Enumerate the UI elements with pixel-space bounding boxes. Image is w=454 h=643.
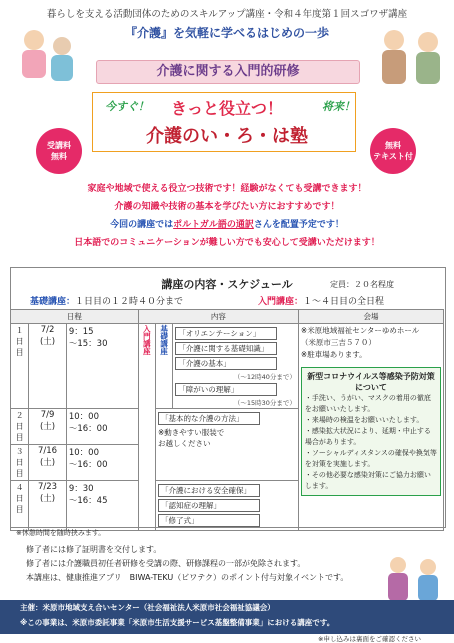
intro-tag: 入門講座 xyxy=(142,325,152,355)
basic-tag-cell xyxy=(156,324,173,409)
content-item: 「認知症の理解」 xyxy=(158,499,260,512)
venue-address: （米原市三吉５７０） xyxy=(300,338,376,347)
badge-line: 受講料 xyxy=(47,141,71,150)
date: 7/23 xyxy=(38,482,58,492)
interpreter-highlight: ポルトガル語の通訳 xyxy=(173,220,254,230)
col-content: 内容 xyxy=(138,310,298,324)
covid-item: ・来場時の検温をお願いいたします。 xyxy=(304,416,424,424)
host-line: 主催：米原市地域支え合いセンター（社会福祉法人米原市社会福祉協議会） xyxy=(20,603,275,612)
feature-text: さんを配置予定です！ xyxy=(253,220,344,230)
day-date xyxy=(29,481,67,531)
feature-line-1: 家庭や地域で使える役立つ技術です！経験がなくても受講できます！ xyxy=(87,184,367,194)
day-time xyxy=(66,481,138,531)
feature-line-2: 介護の知識や技術の基本を学びたい方におすすめです！ xyxy=(114,202,340,212)
covid-item: ・感染拡大状況により、延期・中止する場合があります。 xyxy=(304,427,431,446)
rest-note: ※休憩時間を随時挟みます。 xyxy=(16,529,106,537)
day-date xyxy=(29,445,67,481)
top-line: 暮らしを支える活動団体のためのスキルアップ講座・令和４年度第１回スゴワザ講座 xyxy=(46,9,408,20)
footer-line: 修了者には介護職員初任者研修を受講の際、研修課程の一部が免除されます。 xyxy=(26,559,306,568)
date: 7/2 xyxy=(40,325,55,335)
basic-course-info xyxy=(30,294,183,307)
time-note: （～15時30分まで） xyxy=(233,399,296,407)
content-item: 「障がいの理解」 xyxy=(175,383,277,396)
badge-line: 無料 xyxy=(385,141,401,150)
intro-value: １～４日目の全日程 xyxy=(303,297,385,307)
col-venue: 会場 xyxy=(298,310,443,324)
covid-title: 新型コロナウイルス等感染予防対策について xyxy=(307,372,435,392)
content-item: 「介護に関する基礎知識」 xyxy=(175,342,277,355)
shorai-label: 将来！ xyxy=(322,100,355,113)
organizer-bar xyxy=(0,600,454,634)
covid-box xyxy=(301,367,441,496)
clothing-note: お越しください xyxy=(158,439,211,448)
content-item: 「修了式」 xyxy=(158,514,260,527)
commission-line: ※この事業は、米原市委託事業「米原市生活支援サービス基盤整備事業」における講座です。 xyxy=(20,618,335,627)
content-item: 「基本的な介護の方法」 xyxy=(158,412,260,425)
day1-content xyxy=(173,324,299,409)
start-time: 10：00 xyxy=(68,412,99,422)
content-item: 「オリエンテーション」 xyxy=(175,327,277,340)
subtitle: 『介護』を気軽に学べるはじめの一歩 xyxy=(124,26,329,40)
main-title: 介護のい・ろ・は塾 xyxy=(146,126,308,147)
clothing-note: ※動きやすい服装で xyxy=(158,428,225,437)
footer-line: 修了者には修了証明書を交付します。 xyxy=(26,545,162,554)
footer-notes xyxy=(10,543,440,585)
start-time: 9：30 xyxy=(68,484,94,494)
weekday: (土) xyxy=(39,494,56,504)
feature-line-4: 日本語でのコミュニケーションが難しい方でも安心して受講いただけます！ xyxy=(74,238,380,248)
start-time: 10：00 xyxy=(68,448,99,458)
date: 7/16 xyxy=(38,446,58,456)
day-time xyxy=(66,409,138,445)
start-time: 9：15 xyxy=(68,327,94,337)
basic-tag: 基礎講座 xyxy=(159,325,169,355)
content-item: 「介護における安全確保」 xyxy=(158,484,260,497)
intro-tag-cell xyxy=(138,324,155,531)
day-time xyxy=(66,324,138,409)
apply-note: ※申し込みは裏面をご確認ください xyxy=(318,635,421,643)
fee-free-badge xyxy=(36,128,82,174)
end-time: ～16：00 xyxy=(68,460,108,470)
covid-item: ・その他必要な感染対策にご協力お願いします。 xyxy=(304,471,431,490)
badge-line: 無料 xyxy=(51,152,67,161)
day-number: １日目 xyxy=(11,324,29,409)
weekday: (土) xyxy=(39,458,56,468)
date: 7/9 xyxy=(40,410,55,420)
intro-course-info xyxy=(258,294,384,307)
footer-line: 本講座は、健康推進アプリ BIWA-TEKU（ビワテク）のポイント付与対象イベントです。 xyxy=(26,573,349,582)
content-item: 「介護の基本」 xyxy=(175,357,277,370)
end-time: ～16：00 xyxy=(68,424,108,434)
banner: 介護に関する入門的研修 xyxy=(96,60,360,84)
day-date xyxy=(29,409,67,445)
weekday: (土) xyxy=(39,422,56,432)
schedule-table xyxy=(10,309,444,531)
covid-item: ・手洗い、うがい、マスクの着用の徹底をお願いいたします。 xyxy=(304,394,431,413)
day4-content xyxy=(156,481,299,531)
venue-cell xyxy=(298,324,443,531)
end-time: ～16：45 xyxy=(68,496,108,506)
feature-text: 今回の講座では xyxy=(110,220,174,230)
day23-content xyxy=(156,409,299,481)
day-date xyxy=(29,324,67,409)
day-number: ２日目 xyxy=(11,409,29,445)
free-text-badge xyxy=(370,128,416,174)
weekday: (土) xyxy=(39,337,56,347)
feature-line-3 xyxy=(0,217,454,230)
day-time xyxy=(66,445,138,481)
col-date: 日程 xyxy=(11,310,139,324)
day-number: ３日目 xyxy=(11,445,29,481)
day-number: ４日目 xyxy=(11,481,29,531)
time-note: （～12時40分まで） xyxy=(233,373,296,381)
capacity: 定員：２０名程度 xyxy=(330,280,394,289)
basic-value: １日目の１２時４０分まで xyxy=(75,297,184,307)
venue-name: ※米原地域福祉センターゆめホール xyxy=(300,326,420,335)
kitto-label: きっと役立つ！ xyxy=(170,99,283,118)
schedule-title: 講座の内容・スケジュール xyxy=(161,278,293,291)
covid-item: ・ソーシャルディスタンスの確保や換気等を対策を実施します。 xyxy=(304,449,437,468)
badge-line: テキスト付 xyxy=(373,152,413,161)
intro-label: 入門講座： xyxy=(258,297,304,307)
imasugu-label: 今すぐ！ xyxy=(105,100,149,113)
venue-parking: ※駐車場あります。 xyxy=(300,350,367,359)
basic-label: 基礎講座： xyxy=(30,297,76,307)
end-time: ～15：30 xyxy=(68,339,108,349)
